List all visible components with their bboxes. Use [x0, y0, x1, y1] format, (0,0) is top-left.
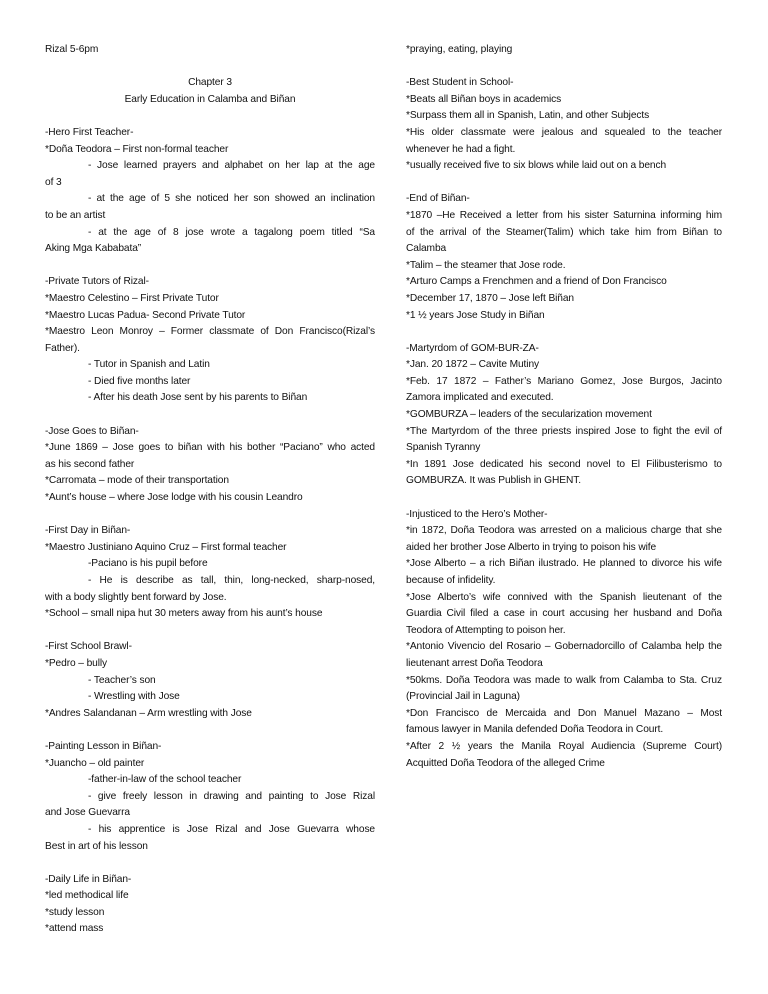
section-heading: -First Day in Biñan- [45, 525, 131, 537]
text-line: *Andres Salandanan – Arm wrestling with Jose [45, 707, 252, 719]
text-line: *Feb. 17 1872 – Father’s Mariano Gomez, Jose Burgos, Jacinto [406, 375, 722, 387]
text-line: *School – small nipa hut 30 meters away from his aunt’s house [45, 608, 323, 620]
text-line: *Surpass them all in Spanish, Latin, and other Subjects [406, 110, 650, 122]
text-line: Father). [45, 342, 80, 354]
text-line: aided her brother Jose Alberto in trying to poison his wife [406, 541, 657, 553]
text-line: Spanish Tyranny [406, 442, 481, 454]
text-line: *Maestro Celestino – First Private Tutor [45, 292, 219, 304]
section-heading: -Martyrdom of GOM-BUR-ZA- [406, 342, 539, 354]
text-line: of the arrival of the Steamer(Talim) which take him from Biñan to [406, 226, 722, 238]
text-line: (Provincial Jail in Laguna) [406, 691, 520, 703]
text-line: *Maestro Lucas Padua- Second Private Tutor [45, 309, 246, 321]
text-line: *Doña Teodora – First non-formal teacher [45, 143, 229, 155]
text-line: *1 ½ years Jose Study in Biñan [406, 309, 545, 321]
section-first-school-brawl [45, 639, 375, 722]
text-line: *Aunt’s house – where Jose lodge with his cousin Leandro [45, 492, 303, 504]
text-line: - at the age of 8 jose wrote a tagalong poem titled “Sa [88, 226, 375, 238]
text-line: Aking Mga Kababata” [45, 243, 142, 255]
page-header: Rizal 5-6pm [45, 44, 99, 55]
text-line: *Talim – the steamer that Jose rode. [406, 259, 566, 271]
text-line: *Maestro Justiniano Aquino Cruz – First formal teacher [45, 541, 287, 553]
text-line: *After 2 ½ years the Manila Royal Audiencia (Supreme Court) [406, 740, 722, 752]
text-line: and Jose Guevarra [45, 807, 130, 819]
chapter-number: Chapter 3 [188, 77, 232, 89]
section-private-tutors [45, 274, 375, 407]
text-line: *His older classmate were jealous and squealed to the teacher [406, 126, 722, 138]
text-line: *Jan. 20 1872 – Cavite Mutiny [406, 359, 540, 371]
text-line: of 3 [45, 176, 62, 188]
text-line: - Died five months later [88, 375, 191, 387]
text-line: *Carromata – mode of their transportation [45, 475, 229, 487]
text-line: Zamora implicated and executed. [406, 392, 554, 404]
text-line: *The Martyrdom of the three priests inspired Jose to fight the evil of [406, 425, 722, 437]
section-heading: -Best Student in School- [406, 77, 514, 89]
section-heading: -End of Biñan- [406, 193, 470, 205]
text-line: *Arturo Camps a Frenchmen and a friend of Don Francisco [406, 276, 667, 288]
text-line: Best in art of his lesson [45, 840, 148, 852]
text-line: to be an artist [45, 209, 106, 221]
section-heading: -Injusticed to the Hero’s Mother- [406, 508, 548, 520]
text-line: Teodora of Attempting to poison her. [406, 624, 566, 636]
text-line: - Jose learned prayers and alphabet on her lap at the age [88, 160, 375, 172]
section-jose-goes-to-binan [45, 424, 375, 507]
section-best-student [406, 75, 722, 175]
text-line: *Jose Alberto – a rich Biñan ilustrado. He planned to divorce his wife [406, 558, 722, 570]
section-heading: -Private Tutors of Rizal- [45, 276, 149, 288]
text-line: Acquitted Doña Teodora of the alleged Crime [406, 757, 605, 769]
text-line: *50kms. Doña Teodora was made to walk from Calamba to Sta. Cruz [406, 674, 722, 686]
text-line: -Paciano is his pupil before [88, 558, 208, 570]
section-martyrdom-gomburza [406, 341, 722, 490]
text-line: - Wrestling with Jose [88, 691, 180, 703]
text-line: *Beats all Biñan boys in academics [406, 93, 562, 105]
text-line: Calamba [406, 243, 447, 255]
text-line: - After his death Jose sent by his parents to Biñan [88, 392, 308, 404]
text-line: -father-in-law of the school teacher [88, 774, 242, 786]
text-line: as his second father [45, 458, 135, 470]
text-line: *praying, eating, playing [406, 44, 513, 55]
text-line: *attend mass [45, 923, 104, 935]
text-line: *Maestro Leon Monroy – Former classmate of Don Francisco(Rizal’s [45, 326, 375, 338]
text-line: *December 17, 1870 – Jose left Biñan [406, 292, 574, 304]
text-line: *Don Francisco de Mercaida and Don Manuel Mazano – Most [406, 707, 722, 719]
text-line: *usually received five to six blows while laid out on a bench [406, 160, 667, 172]
text-line: - He is describe as tall, thin, long-necked, sharp-nosed, [88, 575, 375, 586]
text-line: - his apprentice is Jose Rizal and Jose Guevarra whose [88, 823, 375, 835]
text-line: *GOMBURZA – leaders of the secularization movement [406, 409, 652, 421]
text-line: *Antonio Vivencio del Rosario – Gobernadorcillo of Calamba help the [406, 641, 722, 653]
text-line: *June 1869 – Jose goes to biñan with his bother “Paciano” who acted [45, 442, 375, 454]
right-column [406, 42, 722, 772]
section-heading: -Painting Lesson in Biñan- [45, 740, 162, 752]
section-hero-first-teacher [45, 125, 375, 258]
text-line: - Teacher’s son [88, 674, 156, 686]
section-daily-life [45, 872, 375, 938]
section-heading: -Daily Life in Biñan- [45, 873, 132, 885]
section-heading: -First School Brawl- [45, 641, 132, 653]
chapter-title: Early Education in Calamba and Biñan [124, 93, 296, 105]
text-line: GOMBURZA. It was Publish in GHENT. [406, 475, 581, 487]
text-line: *Juancho – old painter [45, 757, 145, 769]
text-line: *In 1891 Jose dedicated his second novel to El Filibusterismo to [406, 458, 722, 470]
text-line: *1870 –He Received a letter from his sister Saturnina informing him [406, 209, 722, 221]
text-line: *study lesson [45, 906, 105, 918]
text-line: with a body slightly bent forward by Jose. [45, 591, 227, 603]
text-line: Guardia Civil filed a case in court accusing her husband and Doña [406, 608, 722, 620]
text-line: - give freely lesson in drawing and painting to Jose Rizal [88, 790, 375, 802]
text-line: - at the age of 5 she noticed her son showed an inclination [88, 193, 375, 205]
left-column [45, 42, 375, 938]
text-line: *led methodical life [45, 890, 129, 902]
text-line: because of infidelity. [406, 575, 496, 586]
text-line: *Jose Alberto’s wife connived with the Spanish lieutenant of the [406, 591, 722, 603]
section-injustice-to-mother [406, 507, 722, 773]
text-line: whenever he had a fight. [406, 143, 516, 155]
section-first-day-in-binan [45, 523, 375, 623]
text-line: lieutenant arrest Doña Teodora [406, 657, 543, 669]
section-heading: -Hero First Teacher- [45, 126, 134, 138]
section-painting-lesson [45, 739, 375, 855]
section-heading: -Jose Goes to Biñan- [45, 425, 139, 437]
text-line: *Pedro – bully [45, 657, 108, 669]
text-line: *in 1872, Doña Teodora was arrested on a malicious charge that she [406, 525, 722, 537]
text-line: - Tutor in Spanish and Latin [88, 359, 210, 371]
text-line: famous lawyer in Manila defended Doña Teodora in Court. [406, 724, 664, 736]
section-end-of-binan [406, 191, 722, 324]
section-daily-life-continued [406, 42, 722, 59]
